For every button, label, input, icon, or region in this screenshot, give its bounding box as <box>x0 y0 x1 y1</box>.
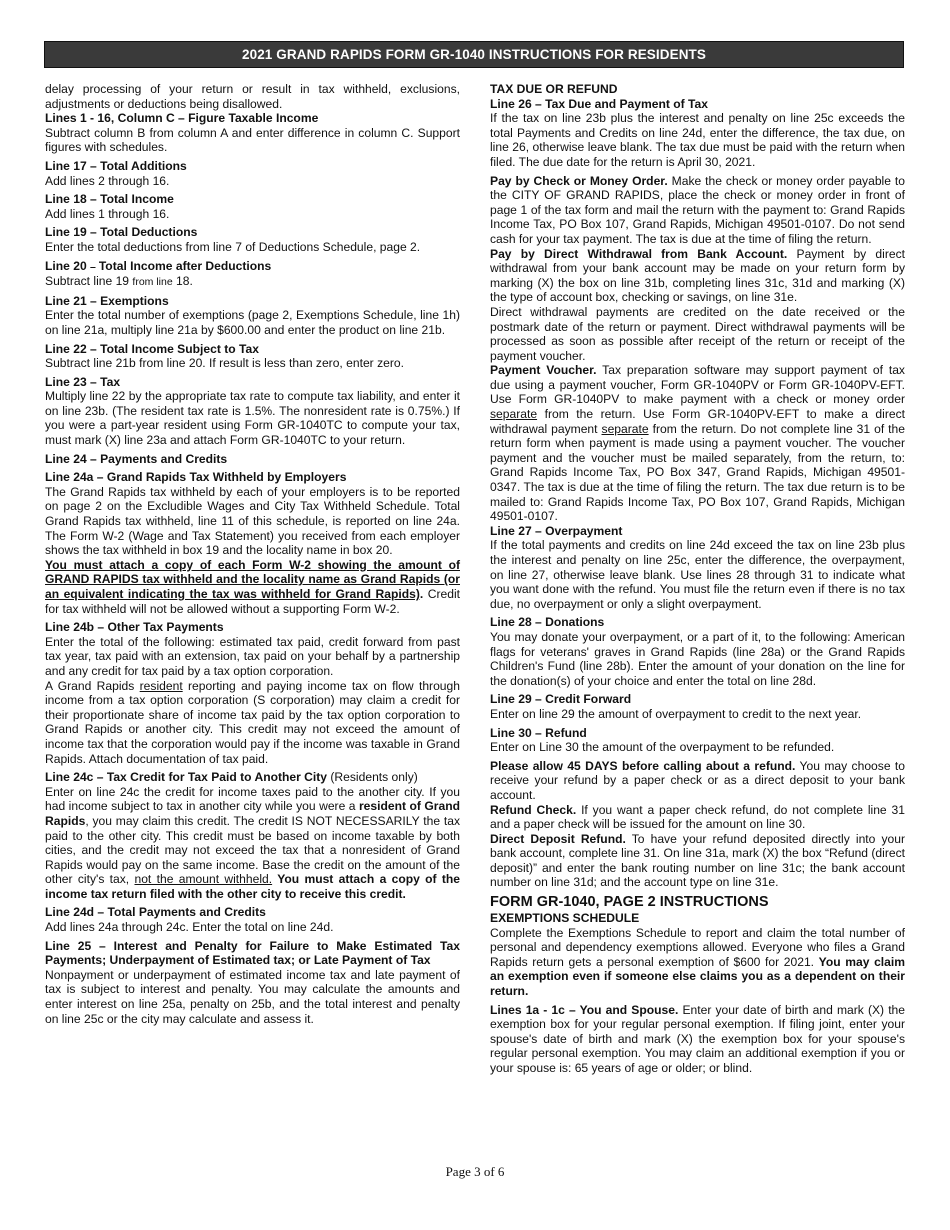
section-text: Add lines 2 through 16. <box>45 173 170 188</box>
page-number: Page 3 of 6 <box>445 1164 505 1179</box>
section-text-2 <box>45 679 460 767</box>
heading-dash: – <box>90 260 99 273</box>
section-line-20 <box>45 259 460 290</box>
refund-wait-text <box>490 759 905 803</box>
underlined-word: resident <box>139 678 183 693</box>
section-heading: Line 29 – Credit Forward <box>490 692 632 707</box>
section-text: Enter on Line 30 the amount of the overpayment to be refunded. <box>490 740 835 755</box>
section-line-24c <box>45 770 460 901</box>
section-text: Enter the total number of exemptions (page 2, Exemptions Schedule, line 1h) on line 21a, multiply line 21a by $600.00 and enter the product on line 21b. <box>45 308 460 337</box>
section-heading: Line 22 – Total Income Subject to Tax <box>45 341 259 356</box>
text-part: Make the check or money order payable to the CITY OF GRAND RAPIDS, place the check or money order in front of page 1 of the tax form and mail the return with the payment to: Grand Rapids Income Tax, PO Box 107, Grand Rapids, Michigan 49501-0107. Do not send cash for your tax payment. The tax is due at the time of filing the return. <box>490 173 905 246</box>
intro-text: delay processing of your return or result in tax withheld, exclusions, adjustments or deductions being disallowed. <box>45 82 460 111</box>
section-line-28 <box>490 615 905 688</box>
w2-notice <box>45 558 460 616</box>
section-line-25 <box>45 939 460 1027</box>
section-line-30 <box>490 726 905 755</box>
w2-after-text: Credit for tax withheld will not be allowed without a supporting Form W-2. <box>45 587 460 616</box>
section-heading: EXEMPTIONS SCHEDULE <box>490 911 640 926</box>
text-part: To have your refund deposited directly into your bank account, complete line 31. On line 31a, mark (X) the box “Refund (direct deposit)” and enter the bank routing number on line 31c; the bank account number on line 31d; and the account type on line 31e. <box>490 831 906 890</box>
section-line-24d <box>45 905 460 934</box>
direct-deposit-text <box>490 832 905 890</box>
bold-part: You may claim an exemption even if someone else claims you as a dependent on their return. <box>490 954 906 999</box>
heading-note: (Residents only) <box>327 770 418 785</box>
section-line-29 <box>490 692 905 721</box>
pay-by-direct-withdrawal-text <box>490 247 905 305</box>
lines-1a-1c-text <box>490 1003 905 1076</box>
section-text: Enter the total of the following: estimated tax paid, credit forward from past tax year, tax paid with an extension, tax paid on your behalf by a partnership and any credit for tax paid by a tax option corporation. <box>45 634 460 678</box>
text-part: Subtract line 19 <box>45 274 133 289</box>
section-line-21 <box>45 294 460 338</box>
section-text <box>490 926 905 999</box>
lead-in: Pay by Direct Withdrawal from Bank Account. <box>490 246 788 261</box>
text-small: from line <box>132 276 173 289</box>
lead-in: Please allow 45 DAYS before calling about a refund. <box>490 758 796 773</box>
section-heading <box>45 770 460 785</box>
section-text: If the total payments and credits on line 24d exceed the tax on line 23b plus the interest and penalty on line 25c, enter the difference, the overpayment, on line 27, otherwise leave blank. Use lines 28 through 31 to indicate what you want done with the refund. You must file the return even if there is no tax due, no overpayment or only a slight overpayment. <box>490 538 905 611</box>
section-line-18 <box>45 192 460 221</box>
section-heading: Line 24b – Other Tax Payments <box>45 620 224 635</box>
section-text: You may donate your overpayment, or a part of it, to the following: American flags for veterans' graves in Grand Rapids (line 28a) or the Grand Rapids Children's Fund (line 28b). Enter the amount of your donation on the line for the donation(s) of your choice and enter the total on line 28d. <box>490 629 905 688</box>
section-text: Subtract column B from column A and enter difference in column C. Support figures with schedules. <box>45 125 460 155</box>
section-line-19 <box>45 225 460 254</box>
pay-by-check-text <box>490 174 905 247</box>
underlined-word: separate <box>490 407 538 422</box>
lead-in: Refund Check. <box>490 802 577 817</box>
section-text: If the tax on line 23b plus the interest and penalty on line 25c exceeds the total Payments and Credits on line 24d, enter the difference, the tax due, on line 26, otherwise leave blank. The tax due must be paid with the return when filed. The due date for the return is April 30, 2021. <box>490 111 905 169</box>
section-line-26 <box>490 97 905 170</box>
section-heading: Line 18 – Total Income <box>45 192 174 207</box>
lead-in: Payment Voucher. <box>490 363 597 378</box>
text-part: Tax preparation software may support payment of tax due using a payment voucher, Form GR-1040PV or Form GR-1040PV-EFT. Use Form GR-1040PV to make payment with a check or money order <box>490 363 905 407</box>
section-heading: Line 21 – Exemptions <box>45 293 169 308</box>
direct-withdrawal-credit-text: Direct withdrawal payments are credited on the date received or the postmark date of the return or payment. Direct withdrawal payments will be processed as soon as possible after receipt of the return or receipt of the payment voucher. <box>490 304 905 363</box>
w2-period: . <box>419 587 424 601</box>
section-heading: Line 30 – Refund <box>490 725 587 740</box>
text-part: Enter your date of birth and mark (X) the exemption box for your regular personal exemption. If filing joint, enter your spouse's date of birth and mark (X) the exemption box for your spouse's regular personal exemption. You may claim an additional exemption if you or your spouse is: 65 years of age or older; or blind. <box>490 1002 906 1075</box>
section-line-23 <box>45 375 460 448</box>
section-line-24 <box>45 452 460 467</box>
section-line-17 <box>45 159 460 188</box>
section-text: Multiply line 22 by the appropriate tax rate to compute tax liability, and enter it on line 23b. (The resident tax rate is 1.5%. The nonresident rate is 0.75%.) If you were a part-year resident using Form GR-1040TC to compute your tax, must mark (X) line 23a and attach Form GR-1040TC to your return. <box>45 389 460 448</box>
text-part: Complete the Exemptions Schedule to report and claim the total number of personal and dependency exemptions allowed. Everyone who files a Grand Rapids return gets a personal exemption of $600 for 2021. <box>490 925 905 969</box>
text-part: , you may claim this credit. The credit IS NOT NECESSARILY the tax paid to the other city. This credit must be based on income taxable by both cities, and the credit may not exceed the tax that a nonresident of Grand Rapids would pay on the same income. Base the credit on the amount of the other city's tax, <box>45 813 460 887</box>
section-line-22 <box>45 342 460 371</box>
text-part: Payment by direct withdrawal from your bank account may be made on your return form by marking (X) the box on line 31b, completing lines 31c, 31d and marking (X) the type of account box, checking or savings, on line 31e. <box>490 246 905 305</box>
section-text: The Grand Rapids tax withheld by each of your employers is to be reported on page 2 on the Excludible Wages and City Tax Withheld Schedule. Total Grand Rapids tax withheld, line 11 of this schedule, is reported on line 24a. The Form W-2 (Wage and Tax Statement) you received from each employer shows the tax withheld in box 19 and the locality name in box 20. <box>45 484 460 558</box>
section-heading: Line 17 – Total Additions <box>45 158 187 173</box>
text-part: 18. <box>172 274 193 289</box>
underlined-word: separate <box>601 421 649 436</box>
bold-part: resident of Grand Rapids <box>45 799 460 828</box>
lead-in: Lines 1a - 1c – You and Spouse. <box>490 1002 679 1017</box>
section-line-24b <box>45 620 460 766</box>
right-column <box>490 82 905 1076</box>
text-part: A Grand Rapids <box>45 678 140 693</box>
heading-part: Line 20 <box>45 258 91 273</box>
text-part: You may choose to receive your refund by a paper check or as a direct deposit to your bank account. <box>490 758 905 802</box>
section-heading: Line 24d – Total Payments and Credits <box>45 905 266 920</box>
text-part: If you want a paper check refund, do not complete line 31 and a paper check will be issued for the amount on line 30. <box>490 802 905 832</box>
text-part: from the return. Use Form GR-1040PV-EFT to make a direct withdrawal payment <box>490 407 905 436</box>
section-heading: Line 28 – Donations <box>490 615 605 630</box>
left-column <box>45 82 460 1030</box>
lead-in: Pay by Check or Money Order. <box>490 173 668 188</box>
refund-check-text <box>490 803 905 832</box>
section-lines-1-16 <box>45 111 460 155</box>
section-heading: Line 24a – Grand Rapids Tax Withheld by Employers <box>45 470 347 485</box>
section-heading: Lines 1 - 16, Column C – Figure Taxable Income <box>45 111 319 126</box>
section-line-27 <box>490 524 905 612</box>
text-part: from the return. Do not complete line 31 of the return form when payment is made using a payment voucher. The voucher payment and the voucher must be mailed separately, from the return, to: Grand Rapids Income Tax, PO Box 347, Grand Rapids, Michigan 49501-0347. The tax is due at the time of filing the return. The tax due return is to be mailed to: Grand Rapids Income Tax, PO Box 107, Grand Rapids, Michigan 49501-0107. <box>490 421 905 524</box>
text-part: reporting and paying income tax on flow through income from a tax option corporation (S corporation) may claim a credit for their proportionate share of income tax paid by the tax option corporation to Grand Rapids or another city. This credit may not exceed the amount of income tax that the corporation would pay if the income was taxable in Grand Rapids. Attach documentation of tax paid. <box>45 678 460 766</box>
section-heading: Line 24 – Payments and Credits <box>45 451 228 466</box>
w2-required-text: You must attach a copy of each Form W-2 showing the amount of GRAND RAPIDS tax withheld and the locality name as Grand Rapids (or an equivalent indicating the tax was withheld for Grand Rapids) <box>45 557 460 601</box>
tax-due-refund-heading: TAX DUE OR REFUND <box>490 82 618 96</box>
payment-voucher-text <box>490 363 905 524</box>
section-text: Nonpayment or underpayment of estimated income tax and late payment of tax is subject to interest and penalty. You may calculate the amounts and enter interest on line 25a, penalty on 25b, and the total interest and penalty on line 25c or the city may calculate and assess it. <box>45 967 460 1026</box>
section-heading: Line 23 – Tax <box>45 374 121 389</box>
section-text <box>45 785 460 902</box>
section-text <box>45 274 460 290</box>
heading-part: Total Income after Deductions <box>98 258 272 273</box>
section-text: Enter the total deductions from line 7 of Deductions Schedule, page 2. <box>45 239 421 254</box>
section-heading: Line 26 – Tax Due and Payment of Tax <box>490 96 708 111</box>
lead-in: Direct Deposit Refund. <box>490 831 626 846</box>
underlined-part: not the amount withheld. <box>134 872 273 887</box>
bold-part: You must attach a copy of the income tax return filed with the other city to receive this credit. <box>45 872 460 901</box>
text-part: Enter on line 24c the credit for income taxes paid to the another city. If you had income subject to tax in another city while you were a <box>45 784 460 814</box>
section-heading: Line 25 – Interest and Penalty for Failure to Make Estimated Tax Payments; Underpayment of Estimated tax; or Late Payment of Tax <box>45 938 460 968</box>
page-2-instructions-heading: FORM GR-1040, PAGE 2 INSTRUCTIONS <box>490 894 769 911</box>
section-heading: Line 27 – Overpayment <box>490 523 623 538</box>
section-text: Enter on line 29 the amount of overpayment to credit to the next year. <box>490 706 862 721</box>
section-text: Subtract line 21b from line 20. If result is less than zero, enter zero. <box>45 356 404 371</box>
heading-part: Line 24c – Tax Credit for Tax Paid to Another City <box>45 770 328 785</box>
section-heading: Line 19 – Total Deductions <box>45 225 198 240</box>
section-text: Add lines 24a through 24c. Enter the total on line 24d. <box>45 920 334 935</box>
section-text: Add lines 1 through 16. <box>45 206 170 221</box>
section-line-24a <box>45 470 460 616</box>
section-exemptions-schedule <box>490 911 905 999</box>
section-heading <box>45 259 460 275</box>
page-header-banner: 2021 GRAND RAPIDS FORM GR-1040 INSTRUCTIONS FOR RESIDENTS <box>44 41 904 68</box>
